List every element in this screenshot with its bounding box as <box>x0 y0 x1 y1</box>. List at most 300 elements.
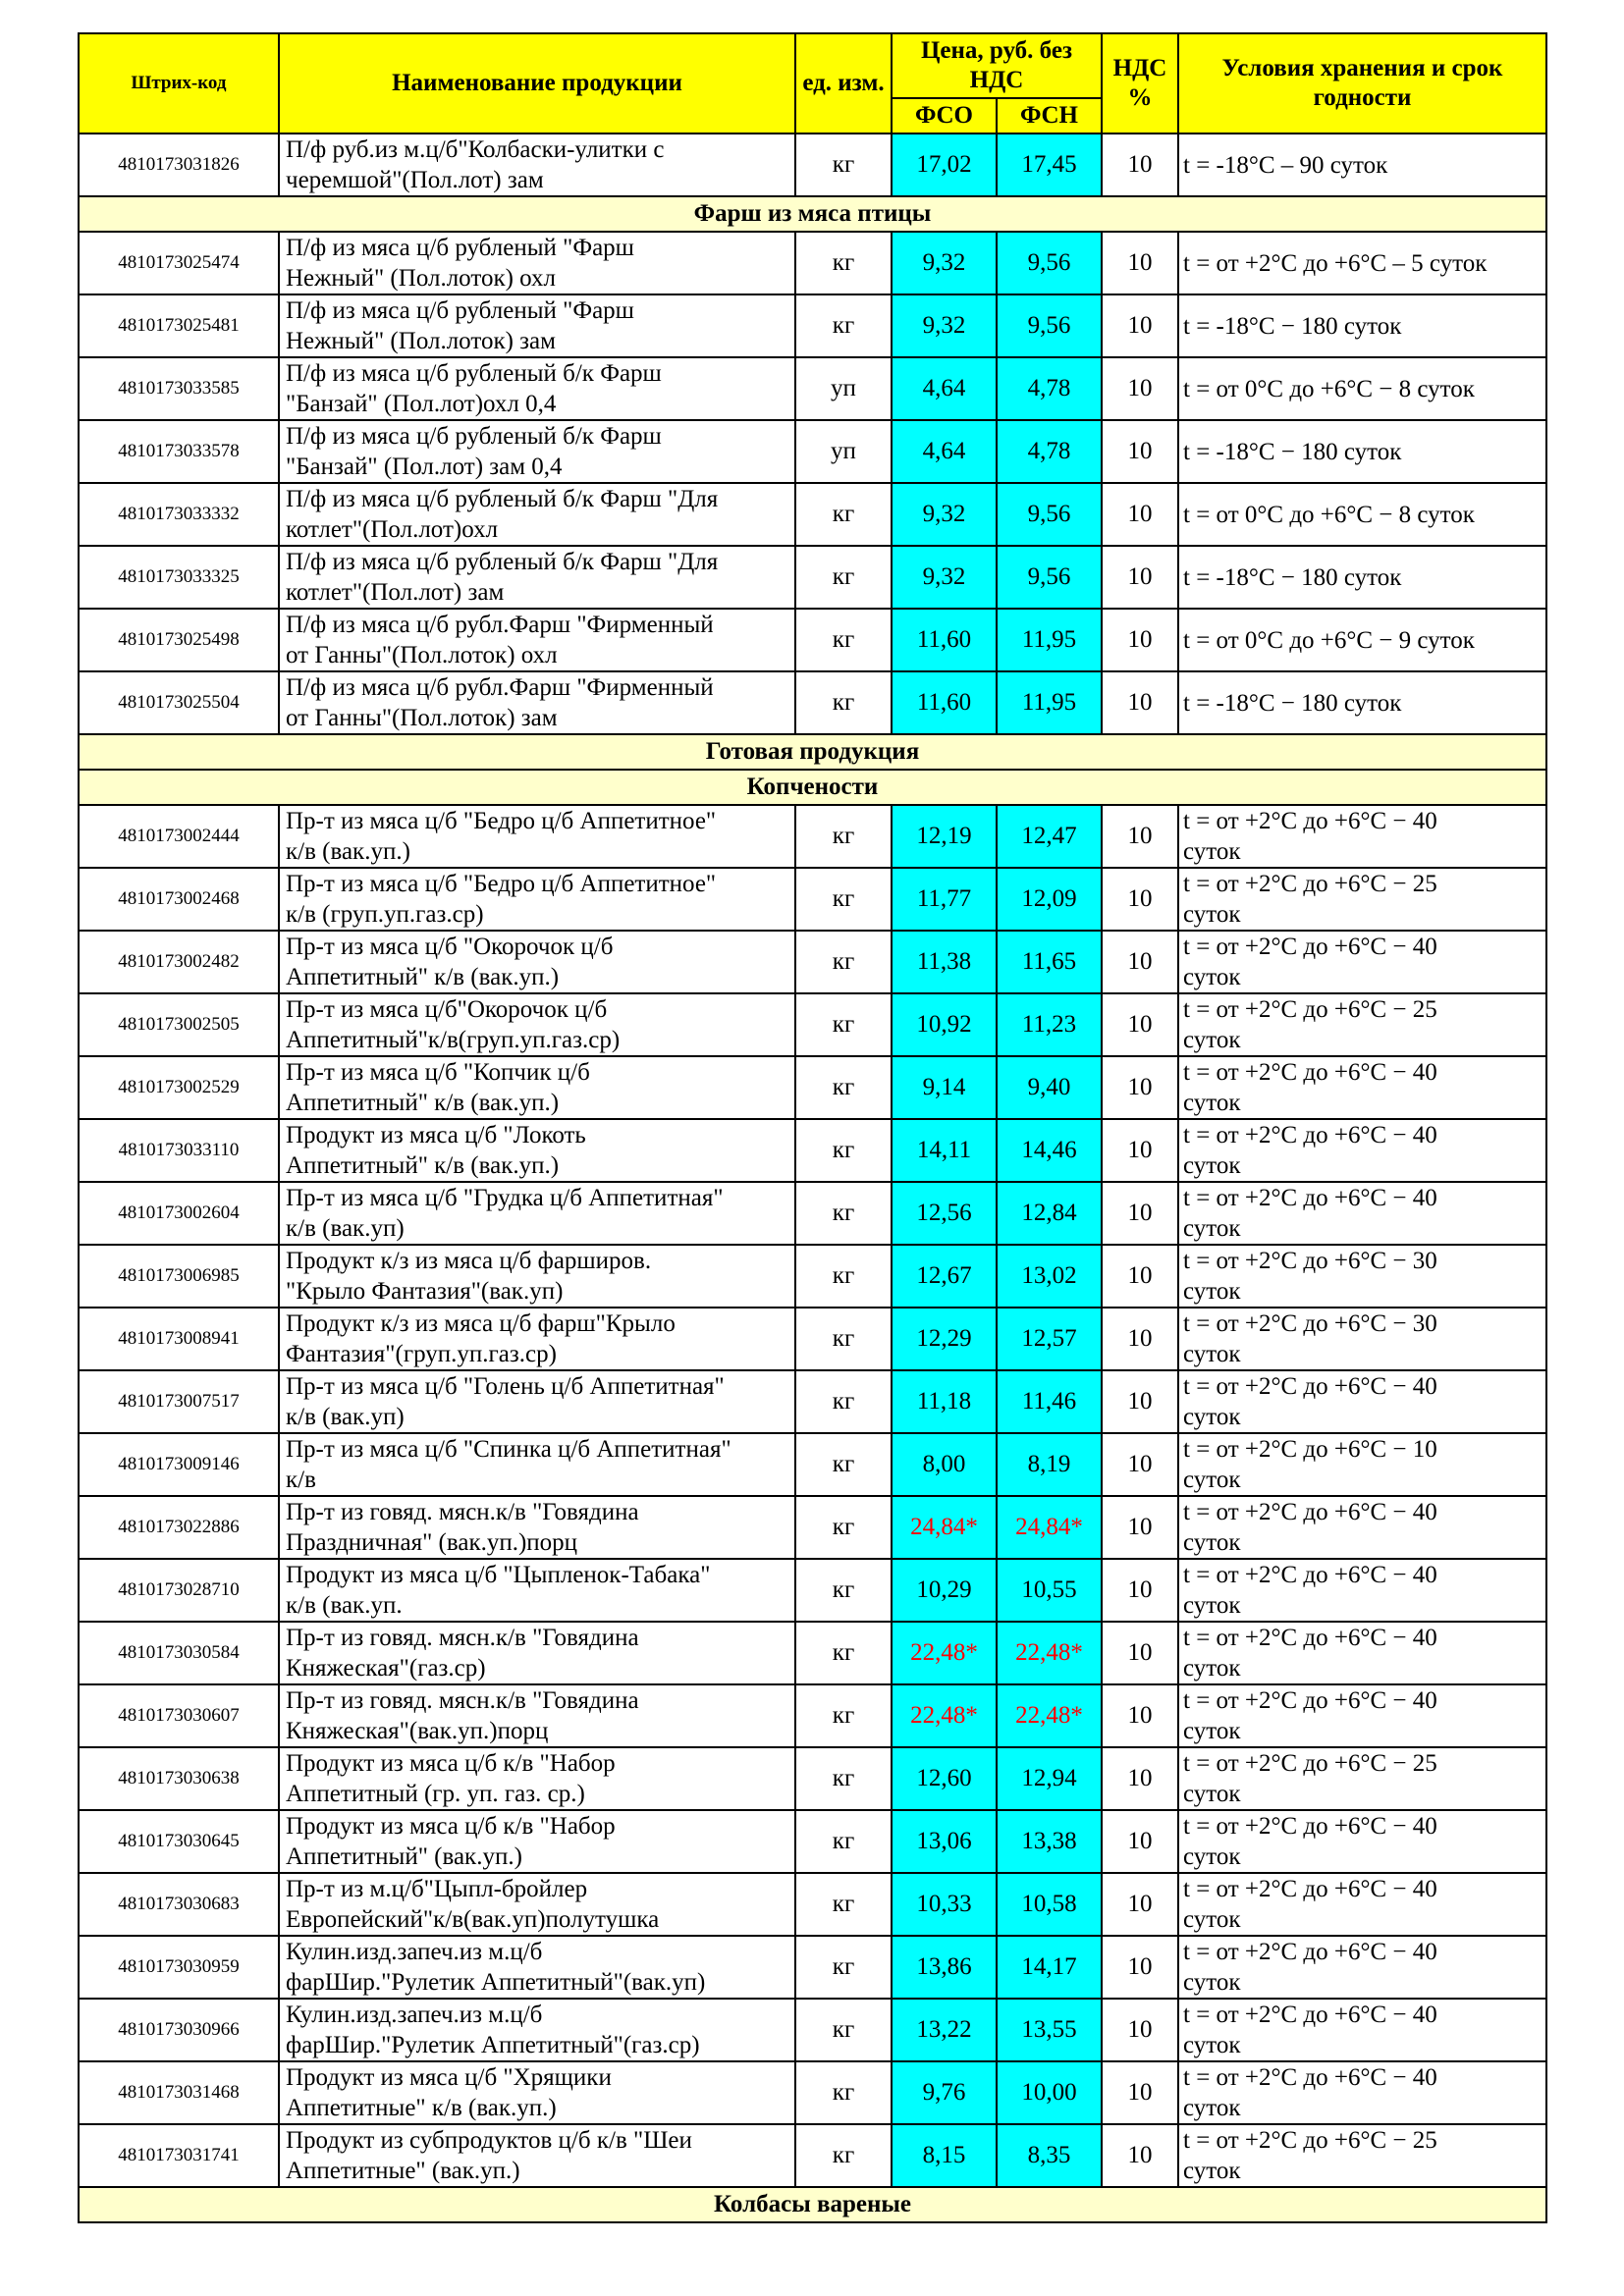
product-name-cell <box>279 1999 795 2061</box>
product-name-line: Аппетитные" к/в (вак.уп.) <box>286 2095 557 2121</box>
storage-conditions-cell <box>1178 2061 1546 2124</box>
unit-cell: кг <box>795 1747 892 1810</box>
product-name-line: П/ф из мяса ц/б рубленый б/к Фарш <box>286 360 662 387</box>
storage-conditions-cell <box>1178 232 1546 294</box>
product-name-line: от Ганны"(Пол.лоток) зам <box>286 705 558 731</box>
product-name-cell <box>279 1622 795 1684</box>
unit-cell: кг <box>795 1559 892 1622</box>
unit-cell: кг <box>795 1056 892 1119</box>
product-name-cell <box>279 294 795 357</box>
price-fso-cell: 24,84* <box>892 1496 997 1559</box>
storage-conditions-line: суток <box>1183 838 1241 865</box>
product-name-cell <box>279 2124 795 2187</box>
table-row <box>79 1747 1546 1810</box>
vat-cell: 10 <box>1102 1496 1178 1559</box>
product-name-line: фарШир."Рулетик Аппетитный"(газ.ср) <box>286 2032 700 2058</box>
price-fsn-cell: 12,84 <box>997 1182 1102 1245</box>
price-fsn-cell: 9,56 <box>997 294 1102 357</box>
price-fsn-cell: 22,48* <box>997 1684 1102 1747</box>
unit-cell: кг <box>795 1999 892 2061</box>
storage-conditions-cell <box>1178 609 1546 671</box>
product-name-line: Нежный" (Пол.лоток) зам <box>286 328 556 354</box>
barcode-cell: 4810173030966 <box>79 1999 279 2061</box>
product-name-line: Продукт из мяса ц/б к/в "Набор <box>286 1813 616 1840</box>
storage-conditions-line: суток <box>1183 1467 1241 1493</box>
price-fso-cell: 12,60 <box>892 1747 997 1810</box>
product-name-line: Пр-т из говяд. мясн.к/в "Говядина <box>286 1687 639 1714</box>
barcode-cell: 4810173033325 <box>79 546 279 609</box>
barcode-cell: 4810173030607 <box>79 1684 279 1747</box>
vat-cell: 10 <box>1102 232 1178 294</box>
table-row <box>79 671 1546 734</box>
unit-cell: кг <box>795 1873 892 1936</box>
product-name-line: к/в (вак.уп) <box>286 1215 405 1242</box>
storage-conditions-line: t = от +2°C до +6°C − 10 <box>1183 1436 1437 1463</box>
unit-cell: уп <box>795 357 892 420</box>
storage-conditions-cell <box>1178 1999 1546 2061</box>
product-name-cell <box>279 1496 795 1559</box>
price-fsn-cell: 12,94 <box>997 1747 1102 1810</box>
price-fsn-cell: 12,47 <box>997 805 1102 868</box>
table-row <box>79 1182 1546 1245</box>
product-name-line: Пр-т из говяд. мясн.к/в "Говядина <box>286 1499 639 1525</box>
unit-cell: кг <box>795 2061 892 2124</box>
product-name-line: "Банзай" (Пол.лот) зам 0,4 <box>286 454 563 480</box>
storage-conditions-line: суток <box>1183 1906 1241 1933</box>
storage-conditions-cell <box>1178 2124 1546 2187</box>
price-fsn-cell: 11,65 <box>997 931 1102 993</box>
price-fsn-cell: 4,78 <box>997 357 1102 420</box>
vat-cell: 10 <box>1102 546 1178 609</box>
storage-conditions-line: t = от +2°C до +6°C − 40 <box>1183 2064 1437 2091</box>
storage-conditions-line: t = от +2°C до +6°C − 40 <box>1183 1122 1437 1148</box>
product-name-cell <box>279 1747 795 1810</box>
vat-cell: 10 <box>1102 1182 1178 1245</box>
product-name-line: П/ф из мяса ц/б рубленый "Фарш <box>286 235 634 261</box>
storage-conditions-line: t = от +2°C до +6°C − 30 <box>1183 1310 1437 1337</box>
storage-conditions-cell <box>1178 1810 1546 1873</box>
price-fso-cell: 11,60 <box>892 609 997 671</box>
price-fsn-cell: 10,00 <box>997 2061 1102 2124</box>
product-name-cell <box>279 1119 795 1182</box>
product-name-line: Продукт из мяса ц/б "Цыпленок-Табака" <box>286 1562 711 1588</box>
unit-cell: кг <box>795 671 892 734</box>
product-name-cell <box>279 1245 795 1308</box>
price-fsn-cell: 12,57 <box>997 1308 1102 1370</box>
storage-conditions-line: t = -18°C − 180 суток <box>1183 312 1402 340</box>
product-name-line: П/ф руб.из м.ц/б"Колбаски-улитки с <box>286 136 665 163</box>
vat-cell: 10 <box>1102 1936 1178 1999</box>
storage-conditions-line: суток <box>1183 1152 1241 1179</box>
barcode-cell: 4810173031741 <box>79 2124 279 2187</box>
product-name-line: Пр-т из мяса ц/б "Бедро ц/б Аппетитное" <box>286 871 717 897</box>
price-fsn-cell: 22,48* <box>997 1622 1102 1684</box>
storage-conditions-line: суток <box>1183 2032 1241 2058</box>
storage-conditions-cell <box>1178 133 1546 196</box>
product-name-cell <box>279 868 795 931</box>
storage-conditions-line: t = -18°C − 180 суток <box>1183 689 1402 717</box>
table-row <box>79 483 1546 546</box>
storage-conditions-cell <box>1178 671 1546 734</box>
header-price-group: Цена, руб. без НДС <box>892 33 1102 98</box>
price-fsn-cell: 17,45 <box>997 133 1102 196</box>
product-name-line: Аппетитный" к/в (вак.уп.) <box>286 964 560 990</box>
price-fso-cell: 12,19 <box>892 805 997 868</box>
product-name-line: Аппетитный"к/в(груп.уп.газ.ср) <box>286 1027 621 1053</box>
price-fso-cell: 9,76 <box>892 2061 997 2124</box>
storage-conditions-line: суток <box>1183 1278 1241 1305</box>
price-fso-cell: 9,32 <box>892 232 997 294</box>
storage-conditions-cell <box>1178 483 1546 546</box>
vat-cell: 10 <box>1102 483 1178 546</box>
unit-cell: кг <box>795 1496 892 1559</box>
barcode-cell: 4810173002482 <box>79 931 279 993</box>
table-row <box>79 868 1546 931</box>
product-name-line: Пр-т из мяса ц/б"Окорочок ц/б <box>286 996 608 1023</box>
price-fso-cell: 8,00 <box>892 1433 997 1496</box>
product-name-line: Княжеская"(газ.ср) <box>286 1655 486 1682</box>
vat-cell: 10 <box>1102 805 1178 868</box>
product-name-line: П/ф из мяса ц/б рубленый б/к Фарш "Для <box>286 549 719 575</box>
storage-conditions-cell <box>1178 993 1546 1056</box>
table-row <box>79 1370 1546 1433</box>
header-storage: Условия хранения и срок годности <box>1178 33 1546 133</box>
vat-cell: 10 <box>1102 1810 1178 1873</box>
price-fsn-cell: 13,55 <box>997 1999 1102 2061</box>
table-row <box>79 1496 1546 1559</box>
product-name-line: Праздничная" (вак.уп.)порц <box>286 1529 578 1556</box>
storage-conditions-line: t = от +2°C до +6°C − 40 <box>1183 1562 1437 1588</box>
product-name-cell <box>279 1873 795 1936</box>
product-name-cell <box>279 1182 795 1245</box>
barcode-cell: 4810173002505 <box>79 993 279 1056</box>
table-row <box>79 2124 1546 2187</box>
vat-cell: 10 <box>1102 931 1178 993</box>
product-name-cell <box>279 805 795 868</box>
table-row <box>79 609 1546 671</box>
storage-conditions-cell <box>1178 1433 1546 1496</box>
product-name-cell <box>279 1559 795 1622</box>
storage-conditions-cell <box>1178 1747 1546 1810</box>
price-fsn-cell: 11,95 <box>997 609 1102 671</box>
vat-cell: 10 <box>1102 357 1178 420</box>
table-row <box>79 1622 1546 1684</box>
product-name-line: фарШир."Рулетик Аппетитный"(вак.уп) <box>286 1969 706 1996</box>
storage-conditions-cell <box>1178 1119 1546 1182</box>
header-fso: ФСО <box>892 98 997 133</box>
barcode-cell: 4810173033578 <box>79 420 279 483</box>
storage-conditions-cell <box>1178 1182 1546 1245</box>
storage-conditions-line: суток <box>1183 1027 1241 1053</box>
barcode-cell: 4810173033110 <box>79 1119 279 1182</box>
table-row <box>79 1873 1546 1936</box>
table-row <box>79 546 1546 609</box>
product-name-cell <box>279 546 795 609</box>
product-name-cell <box>279 1308 795 1370</box>
product-name-line: котлет"(Пол.лот)охл <box>286 516 499 543</box>
storage-conditions-line: суток <box>1183 1718 1241 1744</box>
product-name-line: Продукт из субпродуктов ц/б к/в "Шеи <box>286 2127 692 2154</box>
product-name-cell <box>279 993 795 1056</box>
price-fso-cell: 14,11 <box>892 1119 997 1182</box>
price-fso-cell: 10,33 <box>892 1873 997 1936</box>
vat-cell: 10 <box>1102 868 1178 931</box>
price-fso-cell: 9,32 <box>892 294 997 357</box>
product-name-cell <box>279 2061 795 2124</box>
product-name-line: Европейский"к/в(вак.уп)полутушка <box>286 1906 660 1933</box>
price-fso-cell: 22,48* <box>892 1684 997 1747</box>
price-fso-cell: 13,22 <box>892 1999 997 2061</box>
storage-conditions-cell <box>1178 1496 1546 1559</box>
product-name-line: Аппетитный" (вак.уп.) <box>286 1843 522 1870</box>
storage-conditions-cell <box>1178 546 1546 609</box>
barcode-cell: 4810173025504 <box>79 671 279 734</box>
price-table <box>78 32 1547 2223</box>
price-fso-cell: 4,64 <box>892 357 997 420</box>
table-row <box>79 993 1546 1056</box>
price-fso-cell: 12,29 <box>892 1308 997 1370</box>
product-name-cell <box>279 1936 795 1999</box>
table-row <box>79 420 1546 483</box>
vat-cell: 10 <box>1102 1119 1178 1182</box>
barcode-cell: 4810173006985 <box>79 1245 279 1308</box>
storage-conditions-line: суток <box>1183 1843 1241 1870</box>
storage-conditions-line: суток <box>1183 901 1241 928</box>
price-fsn-cell: 9,56 <box>997 546 1102 609</box>
vat-cell: 10 <box>1102 1873 1178 1936</box>
product-name-line: Аппетитный (гр. уп. газ. ср.) <box>286 1781 585 1807</box>
table-row <box>79 805 1546 868</box>
table-row <box>79 2061 1546 2124</box>
table-header <box>79 33 1546 133</box>
product-name-cell <box>279 420 795 483</box>
storage-conditions-line: t = от +2°C до +6°C − 40 <box>1183 1059 1437 1086</box>
product-name-line: Пр-т из мяса ц/б "Грудка ц/б Аппетитная" <box>286 1185 724 1211</box>
product-name-line: Кулин.изд.запеч.из м.ц/б <box>286 1939 543 1965</box>
price-fso-cell: 9,32 <box>892 483 997 546</box>
storage-conditions-line: t = от +2°C до +6°C − 40 <box>1183 1813 1437 1840</box>
barcode-cell: 4810173030959 <box>79 1936 279 1999</box>
section-title: Колбасы вареные <box>79 2187 1546 2222</box>
barcode-cell: 4810173031826 <box>79 133 279 196</box>
barcode-cell: 4810173025474 <box>79 232 279 294</box>
product-name-line: Пр-т из м.ц/б"Цыпл-бройлер <box>286 1876 588 1902</box>
vat-cell: 10 <box>1102 1622 1178 1684</box>
product-name-line: Пр-т из мяса ц/б "Спинка ц/б Аппетитная" <box>286 1436 731 1463</box>
price-fsn-cell: 13,38 <box>997 1810 1102 1873</box>
vat-cell: 10 <box>1102 1433 1178 1496</box>
unit-cell: кг <box>795 294 892 357</box>
product-name-cell <box>279 357 795 420</box>
table-row <box>79 232 1546 294</box>
price-fso-cell: 12,67 <box>892 1245 997 1308</box>
unit-cell: кг <box>795 2124 892 2187</box>
storage-conditions-line: t = от +2°C до +6°C − 40 <box>1183 1687 1437 1714</box>
unit-cell: кг <box>795 1245 892 1308</box>
storage-conditions-line: t = от +2°C до +6°C – 5 суток <box>1183 249 1488 277</box>
storage-conditions-cell <box>1178 1245 1546 1308</box>
product-name-line: Аппетитный" к/в (вак.уп.) <box>286 1152 560 1179</box>
unit-cell: уп <box>795 420 892 483</box>
price-fsn-cell: 8,35 <box>997 2124 1102 2187</box>
header-product-name: Наименование продукции <box>279 33 795 133</box>
storage-conditions-line: суток <box>1183 1969 1241 1996</box>
product-name-line: Аппетитные" (вак.уп.) <box>286 2158 520 2184</box>
product-name-cell <box>279 1810 795 1873</box>
barcode-cell: 4810173002529 <box>79 1056 279 1119</box>
price-fso-cell: 11,77 <box>892 868 997 931</box>
storage-conditions-line: t = от +2°C до +6°C − 25 <box>1183 2127 1437 2154</box>
product-name-line: Продукт из мяса ц/б "Локоть <box>286 1122 586 1148</box>
price-fso-cell: 11,60 <box>892 671 997 734</box>
table-row <box>79 1308 1546 1370</box>
table-row <box>79 1936 1546 1999</box>
product-name-line: к/в (вак.уп) <box>286 1404 405 1430</box>
table-row <box>79 1433 1546 1496</box>
storage-conditions-cell <box>1178 1873 1546 1936</box>
storage-conditions-line: t = от +2°C до +6°C − 40 <box>1183 2002 1437 2028</box>
storage-conditions-cell <box>1178 294 1546 357</box>
product-name-line: Продукт к/з из мяса ц/б фарширов. <box>286 1248 652 1274</box>
storage-conditions-cell <box>1178 420 1546 483</box>
price-list-sheet <box>78 32 1545 2223</box>
storage-conditions-line: t = от +2°C до +6°C − 25 <box>1183 1750 1437 1777</box>
unit-cell: кг <box>795 232 892 294</box>
header-unit: ед. изм. <box>795 33 892 133</box>
vat-cell: 10 <box>1102 609 1178 671</box>
product-name-line: Продукт к/з из мяса ц/б фарш"Крыло <box>286 1310 676 1337</box>
price-fsn-cell: 11,46 <box>997 1370 1102 1433</box>
storage-conditions-line: t = -18°C − 180 суток <box>1183 438 1402 465</box>
table-row <box>79 1810 1546 1873</box>
price-fso-cell: 4,64 <box>892 420 997 483</box>
storage-conditions-line: суток <box>1183 2158 1241 2184</box>
price-fsn-cell: 13,02 <box>997 1245 1102 1308</box>
product-name-line: к/в (вак.уп. <box>286 1592 403 1619</box>
product-name-line: "Банзай" (Пол.лот)охл 0,4 <box>286 391 557 417</box>
price-fsn-cell: 9,40 <box>997 1056 1102 1119</box>
unit-cell: кг <box>795 1810 892 1873</box>
vat-cell: 10 <box>1102 2061 1178 2124</box>
table-row <box>79 1056 1546 1119</box>
product-name-line: Пр-т из говяд. мясн.к/в "Говядина <box>286 1625 639 1651</box>
unit-cell: кг <box>795 1308 892 1370</box>
storage-conditions-line: t = от +2°C до +6°C − 40 <box>1183 1939 1437 1965</box>
storage-conditions-line: t = от +2°C до +6°C − 40 <box>1183 1185 1437 1211</box>
product-name-line: котлет"(Пол.лот) зам <box>286 579 505 606</box>
storage-conditions-cell <box>1178 931 1546 993</box>
storage-conditions-line: суток <box>1183 1592 1241 1619</box>
barcode-cell: 4810173002468 <box>79 868 279 931</box>
product-name-line: к/в (вак.уп.) <box>286 838 410 865</box>
unit-cell: кг <box>795 483 892 546</box>
storage-conditions-line: t = от 0°C до +6°C − 9 суток <box>1183 626 1475 654</box>
product-name-line: П/ф из мяса ц/б рубл.Фарш "Фирменный <box>286 674 714 701</box>
product-name-line: Продукт из мяса ц/б "Хрящики <box>286 2064 612 2091</box>
barcode-cell: 4810173009146 <box>79 1433 279 1496</box>
vat-cell: 10 <box>1102 1056 1178 1119</box>
storage-conditions-line: суток <box>1183 1404 1241 1430</box>
unit-cell: кг <box>795 1684 892 1747</box>
unit-cell: кг <box>795 609 892 671</box>
vat-cell: 10 <box>1102 1308 1178 1370</box>
section-row <box>79 770 1546 805</box>
product-name-line: П/ф из мяса ц/б рубленый б/к Фарш "Для <box>286 486 719 512</box>
product-name-line: Пр-т из мяса ц/б "Голень ц/б Аппетитная" <box>286 1373 725 1400</box>
storage-conditions-cell <box>1178 1622 1546 1684</box>
product-name-line: к/в <box>286 1467 316 1493</box>
storage-conditions-cell <box>1178 1936 1546 1999</box>
table-row <box>79 931 1546 993</box>
price-fso-cell: 11,18 <box>892 1370 997 1433</box>
section-row <box>79 196 1546 232</box>
table-row <box>79 1684 1546 1747</box>
product-name-cell <box>279 232 795 294</box>
barcode-cell: 4810173002444 <box>79 805 279 868</box>
price-fso-cell: 13,86 <box>892 1936 997 1999</box>
storage-conditions-line: t = -18°C − 180 суток <box>1183 563 1402 591</box>
product-name-line: Пр-т из мяса ц/б "Окорочок ц/б <box>286 934 614 960</box>
vat-cell: 10 <box>1102 1747 1178 1810</box>
barcode-cell: 4810173033332 <box>79 483 279 546</box>
storage-conditions-line: t = от +2°C до +6°C − 40 <box>1183 934 1437 960</box>
unit-cell: кг <box>795 805 892 868</box>
price-fsn-cell: 10,55 <box>997 1559 1102 1622</box>
storage-conditions-line: t = -18°C – 90 суток <box>1183 151 1388 179</box>
unit-cell: кг <box>795 1433 892 1496</box>
product-name-cell <box>279 483 795 546</box>
product-name-cell <box>279 1056 795 1119</box>
vat-cell: 10 <box>1102 1684 1178 1747</box>
price-fsn-cell: 14,46 <box>997 1119 1102 1182</box>
storage-conditions-line: t = от +2°C до +6°C − 40 <box>1183 808 1437 834</box>
header-fsn: ФСН <box>997 98 1102 133</box>
product-name-line: Пр-т из мяса ц/б "Бедро ц/б Аппетитное" <box>286 808 717 834</box>
product-name-line: Нежный" (Пол.лоток) охл <box>286 265 557 292</box>
price-fsn-cell: 9,56 <box>997 232 1102 294</box>
storage-conditions-line: t = от +2°C до +6°C − 40 <box>1183 1373 1437 1400</box>
vat-cell: 10 <box>1102 133 1178 196</box>
section-title: Копчености <box>79 770 1546 805</box>
barcode-cell: 4810173031468 <box>79 2061 279 2124</box>
storage-conditions-cell <box>1178 868 1546 931</box>
vat-cell: 10 <box>1102 1559 1178 1622</box>
table-row <box>79 1559 1546 1622</box>
price-fso-cell: 12,56 <box>892 1182 997 1245</box>
unit-cell: кг <box>795 1119 892 1182</box>
vat-cell: 10 <box>1102 294 1178 357</box>
storage-conditions-cell <box>1178 1684 1546 1747</box>
header-barcode: Штрих-код <box>79 33 279 133</box>
table-row <box>79 357 1546 420</box>
price-fso-cell: 11,38 <box>892 931 997 993</box>
storage-conditions-line: суток <box>1183 1341 1241 1367</box>
storage-conditions-line: t = от +2°C до +6°C − 25 <box>1183 871 1437 897</box>
vat-cell: 10 <box>1102 1245 1178 1308</box>
price-fso-cell: 10,92 <box>892 993 997 1056</box>
storage-conditions-line: суток <box>1183 1529 1241 1556</box>
barcode-cell: 4810173008941 <box>79 1308 279 1370</box>
price-fsn-cell: 24,84* <box>997 1496 1102 1559</box>
storage-conditions-line: t = от +2°C до +6°C − 40 <box>1183 1876 1437 1902</box>
storage-conditions-line: t = от +2°C до +6°C − 40 <box>1183 1625 1437 1651</box>
product-name-line: черемшой"(Пол.лот) зам <box>286 167 544 193</box>
unit-cell: кг <box>795 1936 892 1999</box>
product-name-line: к/в (груп.уп.газ.ср) <box>286 901 484 928</box>
product-name-cell <box>279 1433 795 1496</box>
product-name-cell <box>279 133 795 196</box>
vat-cell: 10 <box>1102 420 1178 483</box>
